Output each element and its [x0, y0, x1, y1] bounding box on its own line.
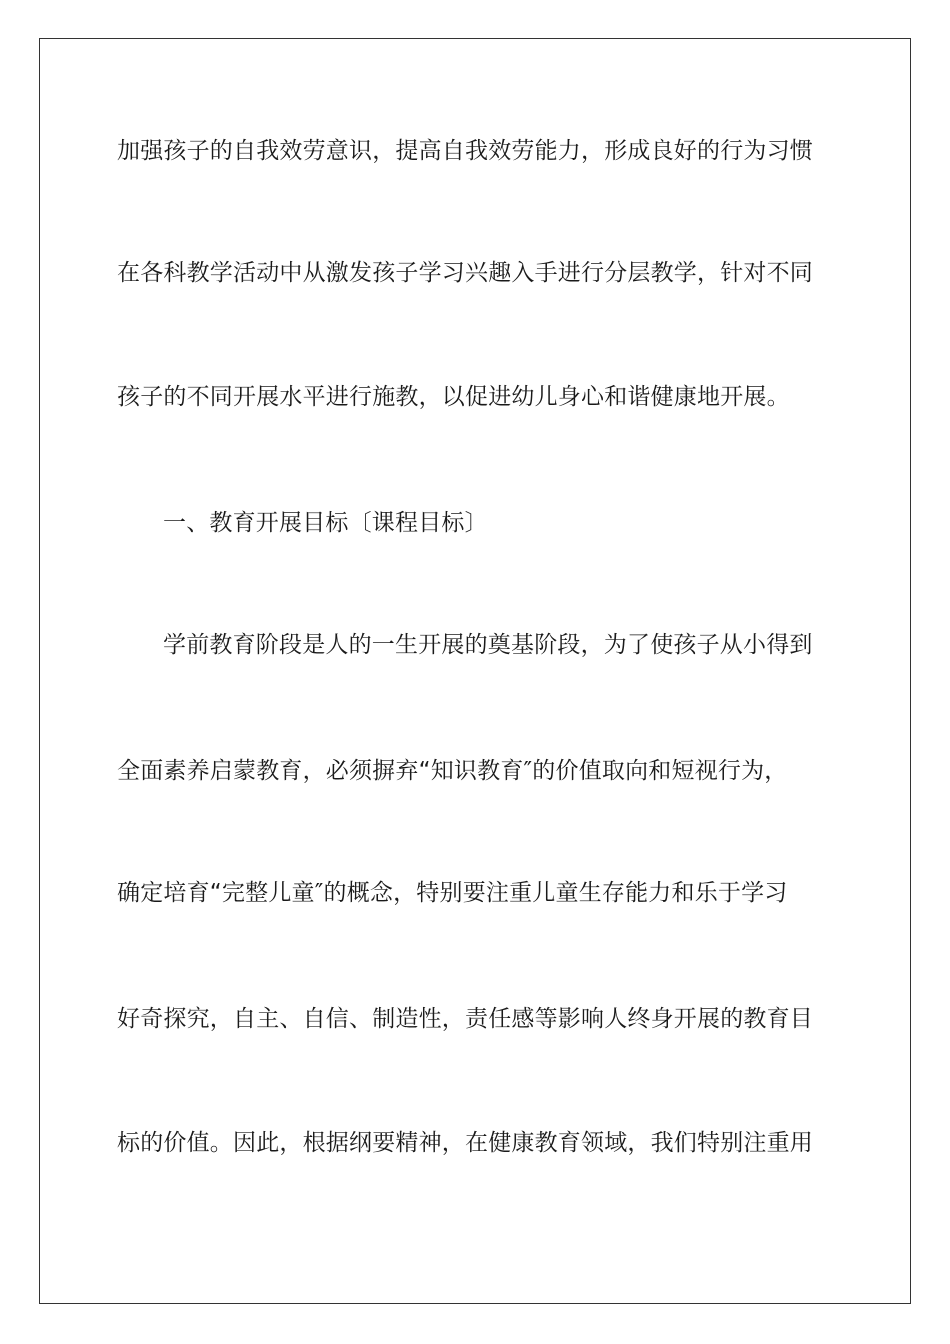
paragraph-line-2: 在各科教学活动中从激发孩子学习兴趣入手进行分层教学，针对不同 — [117, 260, 813, 286]
paragraph-line-1: 加强孩子的自我效劳意识，提高自我效劳能力，形成良好的行为习惯 — [117, 138, 813, 164]
section-heading: 一、教育开展目标〔课程目标〕 — [163, 510, 488, 536]
paragraph-line-4: 学前教育阶段是人的一生开展的奠基阶段，为了使孩子从小得到 — [163, 632, 813, 658]
paragraph-line-5: 全面素养启蒙教育，必须摒弃“知识教育″的价值取向和短视行为， — [117, 758, 788, 784]
paragraph-line-3: 孩子的不同开展水平进行施教，以促进幼儿身心和谐健康地开展。 — [117, 384, 790, 410]
paragraph-line-8: 标的价值。因此，根据纲要精神，在健康教育领域，我们特别注重用 — [117, 1130, 813, 1156]
page-frame — [39, 38, 911, 1304]
paragraph-line-6: 确定培育“完整儿童″的概念，特别要注重儿童生存能力和乐于学习 — [117, 880, 788, 906]
paragraph-line-7: 好奇探究，自主、自信、制造性，责任感等影响人终身开展的教育目 — [117, 1006, 813, 1032]
